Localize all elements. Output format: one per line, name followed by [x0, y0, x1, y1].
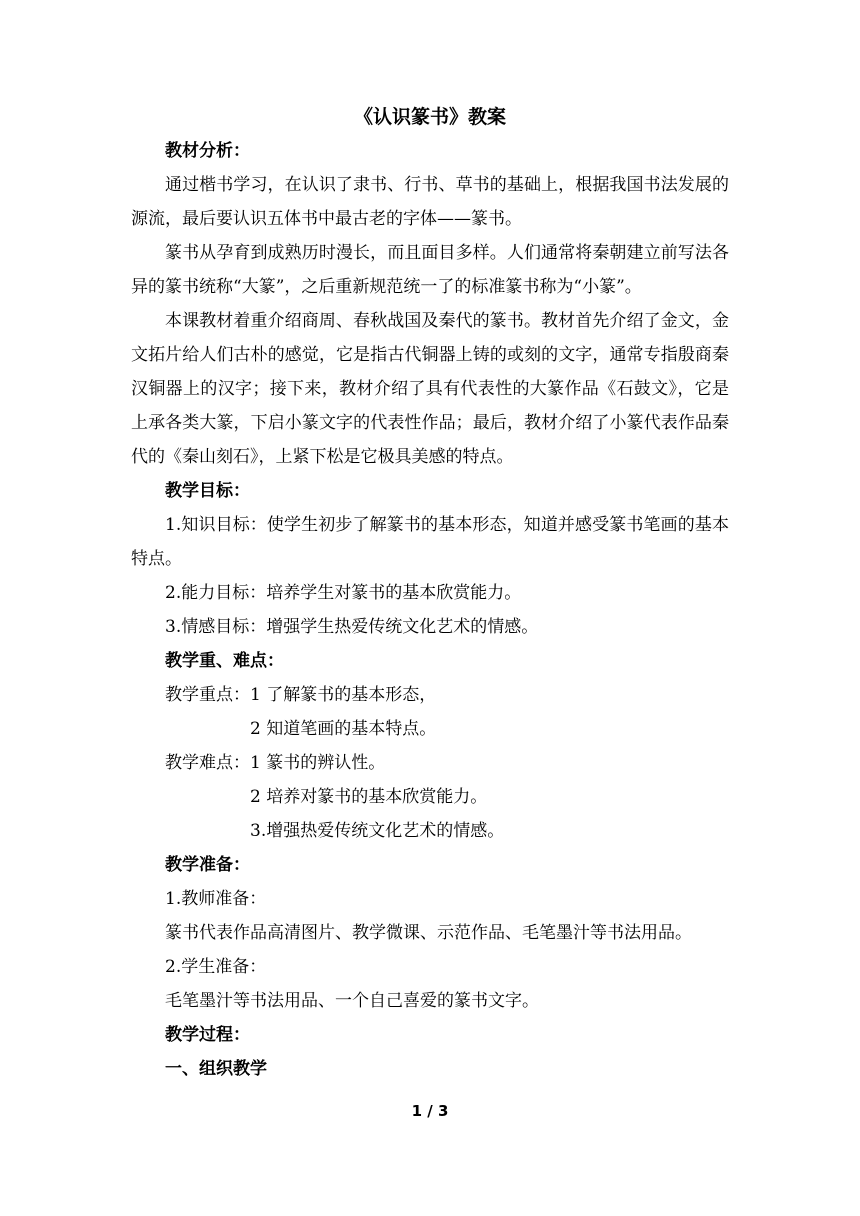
focus-line: 2 知道笔画的基本特点。 — [250, 719, 437, 739]
difficulty-line: 2 培养对篆书的基本欣赏能力。 — [250, 787, 488, 807]
student-prep-label: 2.学生准备： — [165, 957, 267, 977]
preparation-heading: 教学准备： — [165, 855, 250, 875]
student-prep-items: 毛笔墨汁等书法用品、一个自己喜爱的篆书文字。 — [165, 991, 539, 1011]
analysis-paragraph: 篆书从孕育到成熟历时漫长，而且面目多样。人们通常将秦朝建立前写法各异的篆书统称“大篆”，之后重新规范统一了的标准篆书称为“小篆”。 — [131, 243, 729, 297]
goal-item: 1.知识目标：使学生初步了解篆书的基本形态，知道并感受篆书笔画的基本特点。 — [131, 515, 729, 569]
teacher-prep-items: 篆书代表作品高清图片、教学微课、示范作品、毛笔墨汁等书法用品。 — [165, 923, 692, 943]
goal-item: 3.情感目标：增强学生热爱传统文化艺术的情感。 — [165, 617, 539, 637]
analysis-paragraph: 本课教材着重介绍商周、春秋战国及秦代的篆书。教材首先介绍了金文，金文拓片给人们古朴的感觉，它是指古代铜器上铸的或刻的文字，通常专指殷商秦汉铜器上的汉字；接下来，教材介绍了具有代表性的大篆作品《石鼓文》，它是上承各类大篆，下启小篆文字的代表性作品；最后，教材介绍了小篆代表作品秦代的《秦山刻石》，上紧下松是它极具美感的特点。 — [131, 311, 729, 467]
document-title: 《认识篆书》教案 — [353, 106, 506, 128]
key-points-heading: 教学重、难点： — [165, 651, 284, 671]
analysis-paragraph: 通过楷书学习，在认识了隶书、行书、草书的基础上，根据我国书法发展的源流，最后要认识五体书中最古老的字体——篆书。 — [131, 175, 729, 229]
analysis-heading: 教材分析： — [165, 141, 250, 161]
process-step-heading: 一、组织教学 — [165, 1059, 267, 1079]
difficulty-line: 教学难点：1 篆书的辨认性。 — [165, 753, 386, 773]
goal-item: 2.能力目标：培养学生对篆书的基本欣赏能力。 — [165, 583, 522, 603]
teacher-prep-label: 1.教师准备： — [165, 889, 267, 909]
process-heading: 教学过程： — [165, 1025, 250, 1045]
difficulty-line: 3.增强热爱传统文化艺术的情感。 — [250, 821, 505, 841]
page-number: 1 / 3 — [411, 1102, 449, 1120]
goals-heading: 教学目标： — [165, 481, 250, 501]
document-content — [131, 100, 729, 1086]
focus-line: 教学重点：1 了解篆书的基本形态， — [165, 685, 437, 705]
